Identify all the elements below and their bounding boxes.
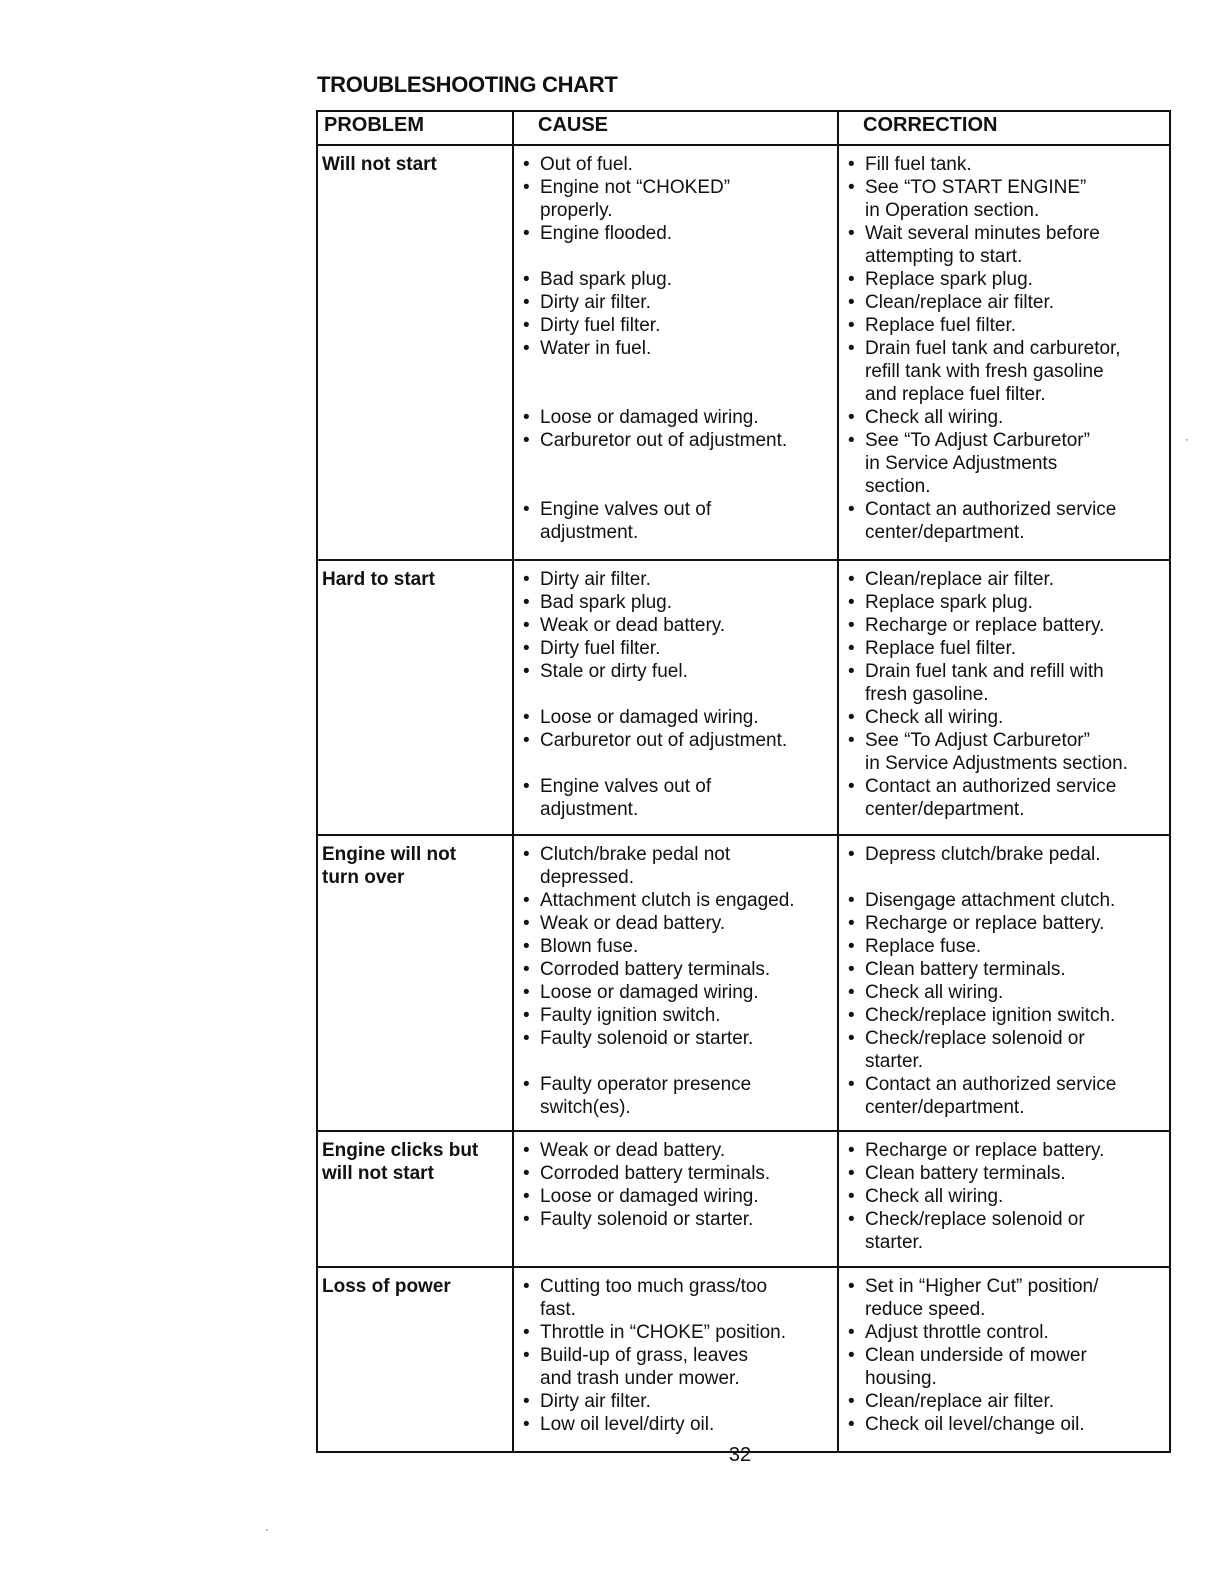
page-title: TROUBLESHOOTING CHART — [317, 72, 618, 97]
bullet-icon: • — [848, 1345, 855, 1366]
item-text: Low oil level/dirty oil. — [540, 1414, 715, 1435]
correction-item — [847, 153, 1167, 176]
bullet-icon: • — [523, 913, 530, 934]
bullet-icon: • — [848, 1322, 855, 1343]
item-text: Wait several minutes before attempting to start. — [865, 223, 1100, 267]
item-text: See “TO START ENGINE” in Operation section. — [865, 177, 1087, 221]
item-text: See “To Adjust Carburetor” in Service Adjustments section. — [865, 430, 1090, 497]
cause-cell — [513, 835, 838, 1131]
scan-speck: · — [265, 1522, 269, 1536]
bullet-icon: • — [523, 154, 530, 175]
item-text: Replace spark plug. — [865, 592, 1033, 613]
header-correction: CORRECTION — [838, 111, 1170, 145]
correction-item — [847, 222, 1167, 268]
problem-cell: Will not start — [317, 145, 513, 560]
bullet-icon: • — [523, 1322, 530, 1343]
cause-item — [522, 1208, 835, 1231]
bullet-icon: • — [848, 638, 855, 659]
bullet-icon: • — [523, 1276, 530, 1297]
bullet-icon: • — [848, 1140, 855, 1161]
correction-item — [847, 498, 1167, 544]
bullet-icon: • — [523, 269, 530, 290]
item-text: Build-up of grass, leaves and trash under mower. — [540, 1345, 749, 1389]
cause-item — [522, 912, 835, 935]
correction-item — [847, 1390, 1167, 1413]
bullet-icon: • — [523, 1186, 530, 1207]
item-text: Corroded battery terminals. — [540, 959, 771, 980]
item-text: Set in “Higher Cut” position/ reduce speed. — [865, 1276, 1099, 1320]
item-text: Engine valves out of adjustment. — [540, 499, 712, 543]
bullet-icon: • — [523, 569, 530, 590]
item-text: Clean underside of mower housing. — [865, 1345, 1087, 1389]
bullet-icon: • — [523, 844, 530, 865]
item-text: Recharge or replace battery. — [865, 1140, 1105, 1161]
header-row — [317, 111, 1170, 145]
bullet-icon: • — [523, 223, 530, 244]
item-text: Check all wiring. — [865, 407, 1004, 428]
table-row — [317, 560, 1170, 835]
cause-item — [522, 935, 835, 958]
bullet-icon: • — [848, 292, 855, 313]
item-text: Stale or dirty fuel. — [540, 661, 688, 682]
cause-item — [522, 1321, 835, 1344]
correction-item — [847, 337, 1167, 406]
bullet-icon: • — [848, 499, 855, 520]
correction-item — [847, 1073, 1167, 1119]
bullet-icon: • — [523, 1163, 530, 1184]
item-text: See “To Adjust Carburetor” in Service Adjustments section. — [865, 730, 1128, 774]
item-text: Blown fuse. — [540, 936, 639, 957]
bullet-icon: • — [848, 615, 855, 636]
item-text: Dirty fuel filter. — [540, 315, 661, 336]
correction-item — [847, 268, 1167, 291]
correction-item — [847, 406, 1167, 429]
bullet-icon: • — [523, 1005, 530, 1026]
cause-item — [522, 1390, 835, 1413]
bullet-icon: • — [848, 936, 855, 957]
item-text: Recharge or replace battery. — [865, 913, 1105, 934]
bullet-icon: • — [523, 1345, 530, 1366]
item-text: Check all wiring. — [865, 1186, 1004, 1207]
bullet-icon: • — [848, 959, 855, 980]
item-text: Clean battery terminals. — [865, 1163, 1066, 1184]
cause-item — [522, 498, 835, 544]
correction-item — [847, 1139, 1167, 1162]
item-text: Out of fuel. — [540, 154, 633, 175]
correction-item — [847, 1275, 1167, 1321]
bullet-icon: • — [848, 154, 855, 175]
correction-cell — [838, 1267, 1170, 1452]
cause-cell — [513, 1267, 838, 1452]
problem-cell: Hard to start — [317, 560, 513, 835]
table-row — [317, 145, 1170, 560]
bullet-icon: • — [523, 592, 530, 613]
cause-item — [522, 729, 835, 752]
bullet-icon: • — [848, 707, 855, 728]
item-text: Weak or dead battery. — [540, 615, 726, 636]
cause-item — [522, 1162, 835, 1185]
bullet-icon: • — [848, 338, 855, 359]
cause-item — [522, 337, 835, 360]
bullet-icon: • — [848, 1391, 855, 1412]
problem-cell: Loss of power — [317, 1267, 513, 1452]
bullet-icon: • — [523, 407, 530, 428]
item-text: Check/replace solenoid or starter. — [865, 1209, 1085, 1253]
item-text: Drain fuel tank and refill with fresh gasoline. — [865, 661, 1104, 705]
bullet-icon: • — [523, 292, 530, 313]
cause-item — [522, 614, 835, 637]
cause-item — [522, 176, 835, 222]
item-text: Water in fuel. — [540, 338, 652, 359]
table-row — [317, 1131, 1170, 1267]
bullet-icon: • — [848, 407, 855, 428]
bullet-icon: • — [848, 223, 855, 244]
item-text: Bad spark plug. — [540, 269, 673, 290]
table-row — [317, 835, 1170, 1131]
problem-cell: Engine will not turn over — [317, 835, 513, 1131]
header-problem: PROBLEM — [317, 111, 513, 145]
bullet-icon: • — [848, 913, 855, 934]
item-text: Attachment clutch is engaged. — [540, 890, 795, 911]
bullet-icon: • — [523, 776, 530, 797]
correction-item — [847, 889, 1167, 912]
cause-item — [522, 314, 835, 337]
correction-item — [847, 775, 1167, 821]
item-text: Carburetor out of adjustment. — [540, 430, 788, 451]
item-text: Dirty air filter. — [540, 292, 651, 313]
item-text: Loose or damaged wiring. — [540, 707, 759, 728]
item-text: Faulty solenoid or starter. — [540, 1209, 754, 1230]
item-text: Faulty operator presence switch(es). — [540, 1074, 752, 1118]
cause-item — [522, 889, 835, 912]
bullet-icon: • — [848, 315, 855, 336]
item-text: Bad spark plug. — [540, 592, 673, 613]
item-text: Check all wiring. — [865, 982, 1004, 1003]
bullet-icon: • — [523, 1391, 530, 1412]
correction-cell — [838, 1131, 1170, 1267]
item-text: Check/replace solenoid or starter. — [865, 1028, 1085, 1072]
cause-item — [522, 775, 835, 821]
bullet-icon: • — [523, 936, 530, 957]
correction-cell — [838, 145, 1170, 560]
cause-item — [522, 1139, 835, 1162]
cause-item — [522, 1185, 835, 1208]
bullet-icon: • — [848, 430, 855, 451]
item-text: Clutch/brake pedal not depressed. — [540, 844, 731, 888]
table-row — [317, 1267, 1170, 1452]
bullet-icon: • — [523, 1209, 530, 1230]
cause-item — [522, 291, 835, 314]
item-text: Loose or damaged wiring. — [540, 1186, 759, 1207]
correction-item — [847, 1321, 1167, 1344]
cause-item — [522, 1344, 835, 1390]
correction-item — [847, 729, 1167, 775]
correction-item — [847, 568, 1167, 591]
bullet-icon: • — [523, 1140, 530, 1161]
item-text: Cutting too much grass/too fast. — [540, 1276, 768, 1320]
bullet-icon: • — [848, 1005, 855, 1026]
bullet-icon: • — [848, 1028, 855, 1049]
bullet-icon: • — [523, 615, 530, 636]
correction-item — [847, 1413, 1167, 1436]
correction-cell — [838, 560, 1170, 835]
bullet-icon: • — [523, 499, 530, 520]
cause-item — [522, 268, 835, 291]
cause-cell — [513, 145, 838, 560]
item-text: Check oil level/change oil. — [865, 1414, 1085, 1435]
correction-item — [847, 1208, 1167, 1254]
item-text: Contact an authorized service center/department. — [865, 499, 1117, 543]
troubleshooting-table — [316, 110, 1171, 1453]
correction-item — [847, 176, 1167, 222]
bullet-icon: • — [523, 338, 530, 359]
correction-item — [847, 843, 1167, 866]
correction-item — [847, 429, 1167, 498]
bullet-icon: • — [848, 982, 855, 1003]
cause-item — [522, 1004, 835, 1027]
item-text: Clean/replace air filter. — [865, 1391, 1055, 1412]
item-text: Dirty fuel filter. — [540, 638, 661, 659]
cause-item — [522, 706, 835, 729]
correction-item — [847, 591, 1167, 614]
bullet-icon: • — [523, 177, 530, 198]
bullet-icon: • — [523, 890, 530, 911]
cause-item — [522, 660, 835, 683]
bullet-icon: • — [523, 1074, 530, 1095]
correction-item — [847, 1004, 1167, 1027]
correction-item — [847, 958, 1167, 981]
bullet-icon: • — [523, 1414, 530, 1435]
correction-item — [847, 291, 1167, 314]
correction-item — [847, 660, 1167, 706]
cause-cell — [513, 560, 838, 835]
item-text: Loose or damaged wiring. — [540, 982, 759, 1003]
bullet-icon: • — [523, 661, 530, 682]
cause-item — [522, 406, 835, 429]
bullet-icon: • — [523, 430, 530, 451]
correction-item — [847, 912, 1167, 935]
item-text: Drain fuel tank and carburetor, refill tank with fresh gasoline and replace fuel filter. — [865, 338, 1121, 405]
item-text: Dirty air filter. — [540, 569, 651, 590]
bullet-icon: • — [848, 177, 855, 198]
bullet-icon: • — [848, 1163, 855, 1184]
correction-item — [847, 637, 1167, 660]
item-text: Clean battery terminals. — [865, 959, 1066, 980]
item-text: Replace fuse. — [865, 936, 982, 957]
bullet-icon: • — [523, 730, 530, 751]
correction-item — [847, 981, 1167, 1004]
bullet-icon: • — [848, 776, 855, 797]
correction-item — [847, 1162, 1167, 1185]
header-cause: CAUSE — [513, 111, 838, 145]
item-text: Adjust throttle control. — [865, 1322, 1049, 1343]
bullet-icon: • — [848, 569, 855, 590]
cause-cell — [513, 1131, 838, 1267]
bullet-icon: • — [523, 959, 530, 980]
cause-item — [522, 1275, 835, 1321]
cause-item — [522, 222, 835, 245]
bullet-icon: • — [523, 982, 530, 1003]
bullet-icon: • — [848, 661, 855, 682]
correction-item — [847, 314, 1167, 337]
item-text: Weak or dead battery. — [540, 913, 726, 934]
bullet-icon: • — [848, 844, 855, 865]
bullet-icon: • — [848, 592, 855, 613]
item-text: Faulty solenoid or starter. — [540, 1028, 754, 1049]
item-text: Dirty air filter. — [540, 1391, 651, 1412]
cause-item — [522, 981, 835, 1004]
correction-item — [847, 1344, 1167, 1390]
item-text: Check/replace ignition switch. — [865, 1005, 1116, 1026]
item-text: Throttle in “CHOKE” position. — [540, 1322, 787, 1343]
item-text: Recharge or replace battery. — [865, 615, 1105, 636]
item-text: Loose or damaged wiring. — [540, 407, 759, 428]
bullet-icon: • — [523, 707, 530, 728]
item-text: Check all wiring. — [865, 707, 1004, 728]
item-text: Fill fuel tank. — [865, 154, 972, 175]
bullet-icon: • — [523, 315, 530, 336]
bullet-icon: • — [523, 1028, 530, 1049]
bullet-icon: • — [848, 269, 855, 290]
item-text: Contact an authorized service center/department. — [865, 1074, 1117, 1118]
correction-item — [847, 614, 1167, 637]
scan-speck: · — [1185, 432, 1189, 446]
cause-item — [522, 1027, 835, 1050]
bullet-icon: • — [848, 1074, 855, 1095]
item-text: Faulty ignition switch. — [540, 1005, 721, 1026]
page-number: 32 — [728, 1444, 752, 1466]
bullet-icon: • — [848, 890, 855, 911]
item-text: Engine flooded. — [540, 223, 673, 244]
bullet-icon: • — [848, 1186, 855, 1207]
correction-item — [847, 706, 1167, 729]
cause-item — [522, 1413, 835, 1436]
bullet-icon: • — [848, 1414, 855, 1435]
correction-item — [847, 1027, 1167, 1073]
correction-item — [847, 1185, 1167, 1208]
cause-item — [522, 153, 835, 176]
cause-item — [522, 591, 835, 614]
correction-cell — [838, 835, 1170, 1131]
bullet-icon: • — [848, 730, 855, 751]
cause-item — [522, 429, 835, 452]
item-text: Replace fuel filter. — [865, 315, 1017, 336]
bullet-icon: • — [848, 1209, 855, 1230]
item-text: Disengage attachment clutch. — [865, 890, 1116, 911]
cause-item — [522, 568, 835, 591]
problem-cell: Engine clicks but will not start — [317, 1131, 513, 1267]
item-text: Depress clutch/brake pedal. — [865, 844, 1101, 865]
item-text: Replace spark plug. — [865, 269, 1033, 290]
item-text: Carburetor out of adjustment. — [540, 730, 788, 751]
item-text: Engine not “CHOKED” properly. — [540, 177, 731, 221]
bullet-icon: • — [523, 638, 530, 659]
cause-item — [522, 1073, 835, 1119]
cause-item — [522, 958, 835, 981]
bullet-icon: • — [848, 1276, 855, 1297]
item-text: Replace fuel filter. — [865, 638, 1017, 659]
item-text: Corroded battery terminals. — [540, 1163, 771, 1184]
item-text: Clean/replace air filter. — [865, 292, 1055, 313]
item-text: Weak or dead battery. — [540, 1140, 726, 1161]
item-text: Engine valves out of adjustment. — [540, 776, 712, 820]
cause-item — [522, 843, 835, 889]
item-text: Contact an authorized service center/department. — [865, 776, 1117, 820]
item-text: Clean/replace air filter. — [865, 569, 1055, 590]
correction-item — [847, 935, 1167, 958]
cause-item — [522, 637, 835, 660]
